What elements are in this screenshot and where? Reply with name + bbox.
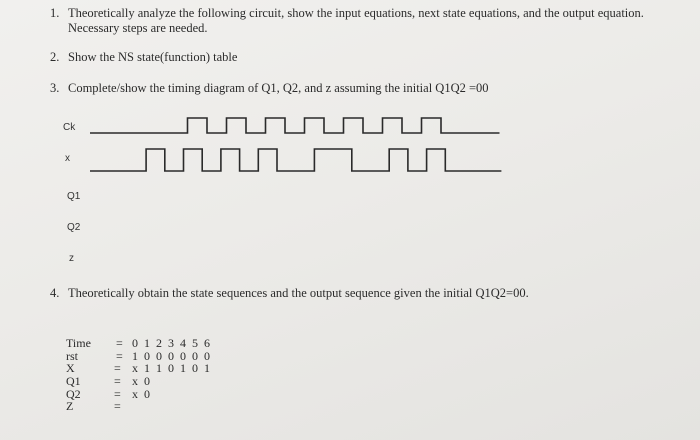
table-cell: 0: [168, 361, 174, 376]
equals-sign: =: [114, 361, 121, 376]
table-cell: 2: [156, 336, 162, 350]
table-cell: x: [132, 374, 138, 389]
row-label: Time: [66, 336, 91, 350]
row-label: Z: [66, 399, 74, 414]
signal-label-q2: Q2: [67, 222, 81, 233]
table-cell: 3: [168, 336, 174, 350]
table-cell: 0: [192, 361, 198, 376]
question-1-text: Theoretically analyze the following circuit, show the input equations, next state equations, and the output equation. Necessary steps are needed.: [68, 6, 644, 35]
table-cell: 0: [132, 336, 138, 350]
equals-sign: =: [114, 386, 121, 401]
table-cell: 1: [132, 348, 138, 363]
table-cell: 0: [180, 348, 186, 363]
equals-sign: =: [114, 374, 121, 389]
question-2-text: Show the NS state(function) table: [68, 50, 238, 64]
question-2-number: 2.: [50, 50, 60, 64]
signal-label-ck: Ck: [63, 122, 76, 133]
question-4-number: 4.: [50, 286, 60, 300]
table-cell: 0: [144, 386, 150, 401]
table-cell: 1: [144, 336, 150, 350]
equals-sign: =: [116, 348, 123, 363]
table-cell: 0: [144, 348, 150, 363]
question-4-text: Theoretically obtain the state sequences and the output sequence given the initial Q1Q2=00.: [68, 286, 529, 300]
table-cell: 1: [204, 361, 210, 376]
table-cell: x: [132, 361, 138, 376]
signal-label-z: z: [69, 253, 74, 264]
table-cell: 1: [156, 361, 162, 376]
row-label: Q2: [66, 386, 81, 401]
table-cell: x: [132, 386, 138, 401]
row-label: X: [66, 361, 75, 376]
x-waveform: [90, 149, 501, 171]
equals-sign: =: [116, 336, 123, 350]
table-cell: 0: [192, 348, 198, 363]
table-cell: 1: [180, 361, 186, 376]
question-3-number: 3.: [50, 81, 60, 95]
row-label: Q1: [66, 374, 81, 389]
table-cell: 6: [204, 336, 210, 350]
table-cell: 5: [192, 336, 198, 350]
table-cell: 0: [144, 374, 150, 389]
question-3-text: Complete/show the timing diagram of Q1, Q2, and z assuming the initial Q1Q2 =00: [68, 81, 489, 95]
ck-waveform: [90, 118, 500, 133]
table-cell: 0: [168, 348, 174, 363]
table-cell: 4: [180, 336, 186, 350]
table-cell: 0: [204, 348, 210, 363]
table-cell: 1: [144, 361, 150, 376]
row-label: rst: [66, 348, 78, 363]
table-cell: 0: [156, 348, 162, 363]
equals-sign: =: [114, 399, 121, 414]
signal-label-x: x: [65, 153, 70, 164]
question-1-number: 1.: [50, 6, 60, 20]
signal-label-q1: Q1: [67, 191, 81, 202]
